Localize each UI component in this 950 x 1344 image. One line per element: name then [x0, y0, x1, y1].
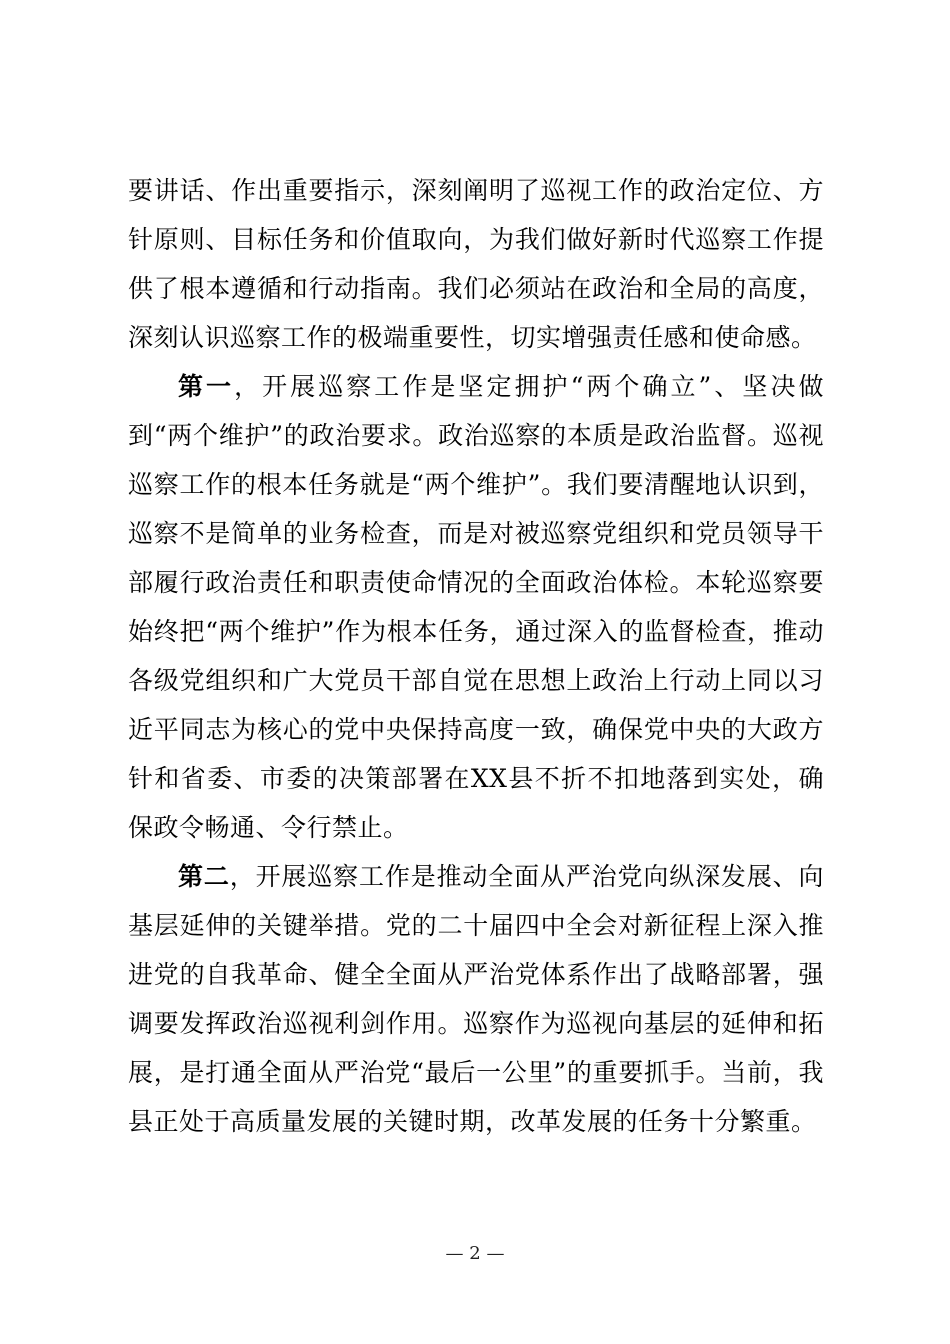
document-body	[128, 166, 824, 1146]
paragraph-second-point	[128, 852, 824, 1146]
paragraph-text: 要讲话、作出重要指示，深刻阐明了巡视工作的政治定位、方针原则、目标任务和价值取向，为我们做好新时代巡察工作提供了根本遵循和行动指南。我们必须站在政治和全局的高度，深刻认识巡察工作的极端重要性，切实增强责任感和使命感。	[128, 176, 824, 352]
paragraph-text: ，开展巡察工作是推动全面从严治党向纵深发展、向基层延伸的关键举措。党的二十届四中全会对新征程上深入推进党的自我革命、健全全面从严治党体系作出了战略部署，强调要发挥政治巡视利剑作用。巡察作为巡视向基层的延伸和拓展，是打通全面从严治党“最后一公里”的重要抓手。当前，我县正处于高质量发展的关键时期，改革发展的任务十分繁重。	[128, 862, 824, 1136]
paragraph-first-point	[128, 362, 824, 852]
paragraph-lead-bold: 第二	[178, 862, 230, 891]
paragraph-text: ，开展巡察工作是坚定拥护“两个确立”、坚决做到“两个维护”的政治要求。政治巡察的本质是政治监督。巡视巡察工作的根本任务就是“两个维护”。我们要清醒地认识到，巡察不是简单的业务检查，而是对被巡察党组织和党员领导干部履行政治责任和职责使命情况的全面政治体检。本轮巡察要始终把“两个维护”作为根本任务，通过深入的监督检查，推动各级党组织和广大党员干部自觉在思想上政治上行动上同以习近平同志为核心的党中央保持高度一致，确保党中央的大政方针和省委、市委的决策部署在XX县不折不扣地落到实处，确保政令畅通、令行禁止。	[128, 372, 824, 842]
paragraph-continuation	[128, 166, 824, 362]
page-number: — 2 —	[445, 1243, 505, 1264]
paragraph-lead-bold: 第一	[178, 372, 235, 401]
